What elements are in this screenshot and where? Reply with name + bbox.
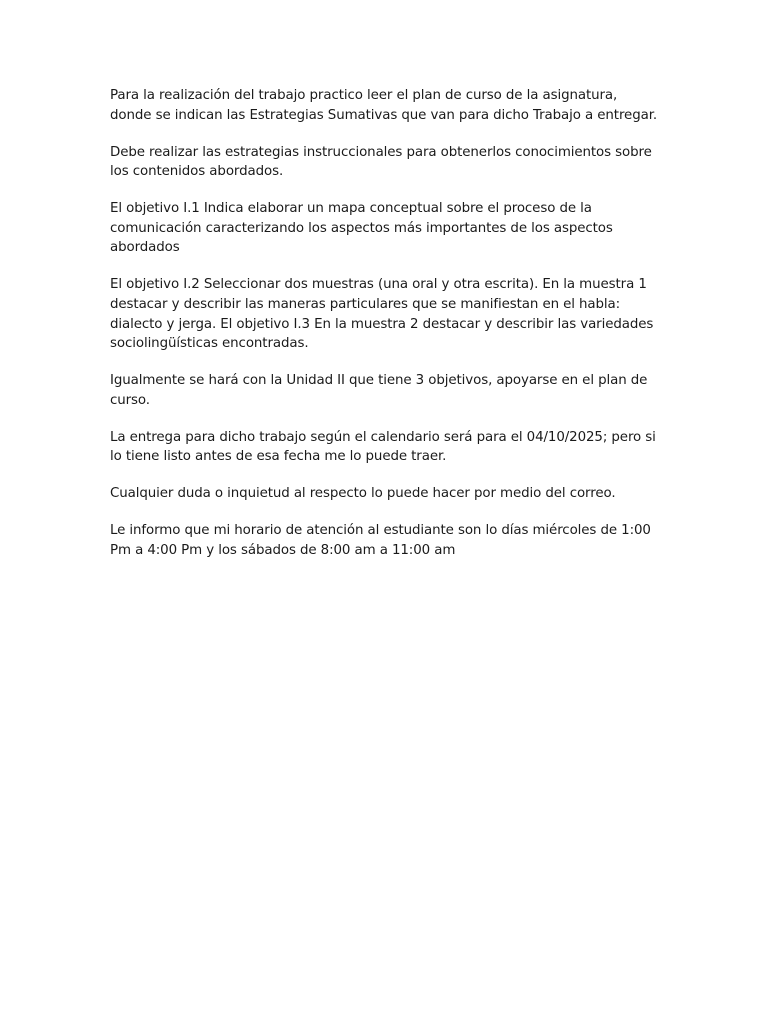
paragraph-objective-1: El objetivo I.1 Indica elaborar un mapa conceptual sobre el proceso de la comunicación caracterizando los aspectos más importantes de los aspectos abordados (110, 201, 613, 256)
paragraph-unit-2: Igualmente se hará con la Unidad II que tiene 3 objetivos, apoyarse en el plan de curso. (110, 373, 648, 408)
paragraph-strategies: Debe realizar las estrategias instruccionales para obtenerlos conocimientos sobre los contenidos abordados. (110, 144, 652, 180)
paragraph-instructions: Para la realización del trabajo practico leer el plan de curso de la asignatura, donde se indican las Estrategias Sumativas que van para dicho Trabajo a entregar. (110, 88, 658, 123)
paragraph-questions: Cualquier duda o inquietud al respecto lo puede hacer por medio del correo. (110, 486, 616, 502)
paragraph-due-date: La entrega para dicho trabajo según el calendario será para el 04/10/2025; pero si lo tiene listo antes de esa fecha me lo puede traer. (110, 429, 656, 465)
paragraph-office-hours: Le informo que mi horario de atención al estudiante son lo días miércoles de 1:00 Pm a 4:00 Pm y los sábados de 8:00 am a 11:00 am (110, 523, 651, 558)
document-body (110, 86, 662, 578)
paragraph-objective-2-3: El objetivo I.2 Seleccionar dos muestras (una oral y otra escrita). En la muestra 1 destacar y describir las maneras particulares que se manifiestan en el habla: dialecto y jerga. El objetivo I.3 En la muestra 2 destacar y describir las variedades sociolingüísticas encontradas. (110, 277, 654, 352)
